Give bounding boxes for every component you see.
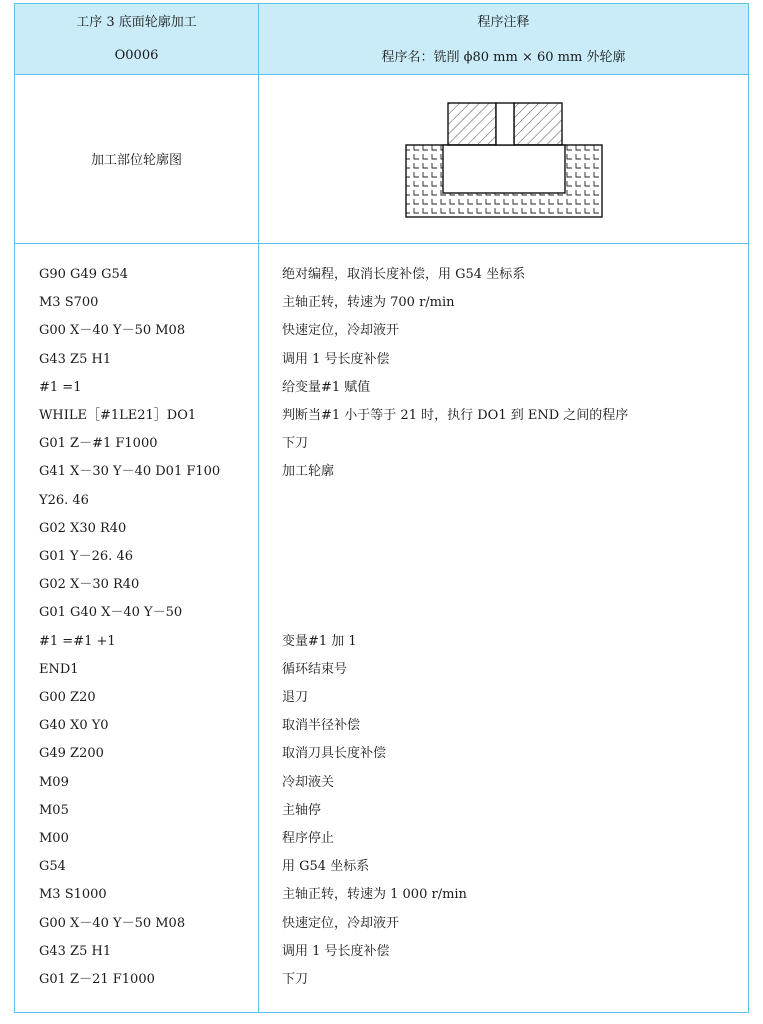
part-profile-drawing xyxy=(404,99,604,219)
header-process: 工序 3 底面轮廓加工 xyxy=(76,15,197,30)
comment-line: 退刀 xyxy=(282,690,309,705)
code-line: G43 Z5 H1 xyxy=(39,351,112,367)
code-line: G00 X－40 Y－50 M08 xyxy=(39,323,186,339)
code-line: M00 xyxy=(39,831,69,846)
code-line: G01 Y－26. 46 xyxy=(39,549,133,564)
code-line: END1 xyxy=(39,661,79,677)
program-info-row xyxy=(15,37,748,75)
code-line: Y26. 46 xyxy=(39,492,89,508)
comment-line: 调用 1 号长度补偿 xyxy=(282,943,390,959)
code-line: G41 X－30 Y－40 D01 F100 xyxy=(39,464,221,480)
comment-line: 变量#1 加 1 xyxy=(282,633,357,649)
comment-line: 取消半径补偿 xyxy=(282,718,361,734)
code-line: M09 xyxy=(39,774,69,790)
code-line: G01 Z－21 F1000 xyxy=(39,972,155,987)
table-header-row xyxy=(15,4,748,38)
code-area xyxy=(15,243,748,1013)
code-line: #1 =#1 +1 xyxy=(39,633,116,649)
comment-line: 判断当#1 小于等于 21 时，执行 DO1 到 END 之间的程序 xyxy=(282,408,629,423)
code-line: M05 xyxy=(39,802,69,818)
code-line: G43 Z5 H1 xyxy=(39,943,112,959)
comment-line: 循环结束号 xyxy=(282,661,348,677)
code-line: G01 Z－#1 F1000 xyxy=(39,436,158,452)
boss-left xyxy=(448,103,496,145)
program-number: O0006 xyxy=(114,48,159,63)
comment-line: 冷却液关 xyxy=(282,774,335,790)
comment-line: 程序停止 xyxy=(282,831,335,846)
comment-line: 绝对编程，取消长度补偿，用 G54 坐标系 xyxy=(282,267,526,282)
comment-line: 下刀 xyxy=(282,436,309,452)
code-line: G54 xyxy=(39,859,66,875)
code-line: G01 G40 X－40 Y－50 xyxy=(39,605,183,621)
figure-label: 加工部位轮廓图 xyxy=(90,153,182,168)
figure-cell xyxy=(258,74,748,243)
comment-line: 加工轮廓 xyxy=(282,464,335,480)
program-table xyxy=(14,3,749,1013)
code-line: M3 S700 xyxy=(39,295,99,311)
code-line: G02 X30 R40 xyxy=(39,520,127,536)
comment-line: 取消刀具长度补偿 xyxy=(282,746,387,762)
comment-line: 快速定位，冷却液开 xyxy=(282,915,400,931)
program-name: 程序名：铣削 ϕ80 mm × 60 mm 外轮廓 xyxy=(258,37,748,74)
code-line: G49 Z200 xyxy=(39,746,104,762)
comment-line: 给变量#1 赋值 xyxy=(282,379,371,395)
comment-line: 主轴正转，转速为 1 000 r/min xyxy=(282,887,467,903)
center-hole xyxy=(496,103,514,145)
code-line: G90 G49 G54 xyxy=(39,267,129,282)
comment-line: 调用 1 号长度补偿 xyxy=(282,351,390,367)
code-line: G00 Z20 xyxy=(39,690,96,705)
comment-line: 主轴停 xyxy=(282,802,322,818)
comment-line: 用 G54 坐标系 xyxy=(282,859,370,875)
code-line: M3 S1000 xyxy=(39,887,107,903)
code-line: WHILE［#1LE21］DO1 xyxy=(39,408,197,423)
workpiece-body xyxy=(443,145,565,193)
code-line: G00 X－40 Y－50 M08 xyxy=(39,915,186,931)
code-line: G02 X－30 R40 xyxy=(39,577,140,593)
comment-line: 主轴正转，转速为 700 r/min xyxy=(282,295,455,311)
boss-right xyxy=(514,103,562,145)
figure-row xyxy=(15,74,748,244)
code-line: G40 X0 Y0 xyxy=(39,718,109,734)
comment-line: 下刀 xyxy=(282,972,309,987)
code-line: #1 =1 xyxy=(39,379,82,395)
comment-line: 快速定位，冷却液开 xyxy=(282,323,400,339)
header-comment: 程序注释 xyxy=(258,4,748,37)
